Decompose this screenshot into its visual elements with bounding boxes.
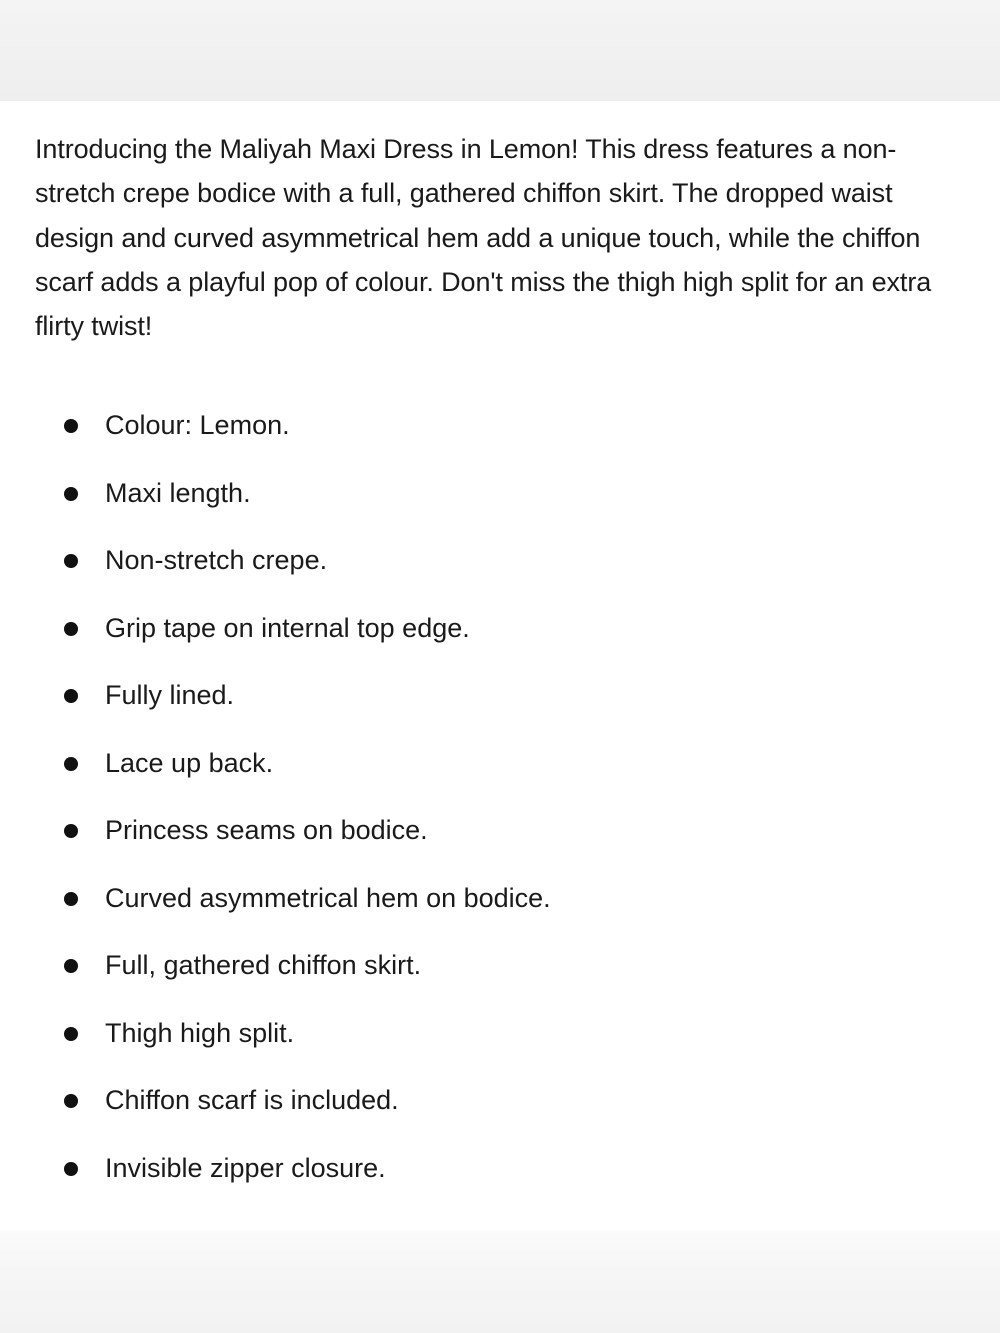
list-item	[0, 668, 1000, 736]
feature-text: Chiffon scarf is included.	[105, 1085, 399, 1115]
list-item	[0, 736, 1000, 804]
list-item	[0, 1073, 1000, 1141]
bullet-dot-icon	[64, 757, 78, 771]
bullet-dot-icon	[64, 959, 78, 973]
feature-text: Non-stretch crepe.	[105, 545, 328, 575]
bullet-dot-icon	[64, 1162, 78, 1176]
feature-text: Fully lined.	[105, 680, 235, 710]
feature-text: Princess seams on bodice.	[105, 815, 428, 845]
bullet-dot-icon	[64, 689, 78, 703]
feature-text: Colour: Lemon.	[105, 410, 290, 440]
list-item	[0, 938, 1000, 1006]
list-item	[0, 1006, 1000, 1074]
bullet-dot-icon	[64, 554, 78, 568]
bullet-dot-icon	[64, 824, 78, 838]
list-item	[0, 1141, 1000, 1209]
feature-text: Grip tape on internal top edge.	[105, 612, 470, 643]
bullet-dot-icon	[64, 1094, 78, 1108]
bullet-dot-icon	[64, 892, 78, 906]
list-item	[0, 398, 1000, 466]
list-item	[0, 466, 1000, 534]
feature-text: Invisible zipper closure.	[105, 1152, 386, 1183]
bullet-dot-icon	[64, 487, 78, 501]
list-item	[0, 533, 1000, 601]
bullet-dot-icon	[64, 1027, 78, 1041]
product-description: Introducing the Maliyah Maxi Dress in Lemon! This dress features a non-stretch crepe bodice with a full, gathered chiffon skirt. The dropped waist design and curved asymmetrical hem add a unique touch, while the chiffon scarf adds a playful pop of colour. Don't miss the thigh high split for an extra flirty twist!	[35, 134, 932, 342]
bullet-dot-icon	[64, 419, 78, 433]
bullet-dot-icon	[64, 622, 78, 636]
feature-text: Lace up back.	[105, 747, 274, 778]
list-item	[0, 601, 1000, 669]
feature-text: Curved asymmetrical hem on bodice.	[105, 882, 551, 913]
feature-text: Maxi length.	[105, 477, 251, 508]
list-item	[0, 871, 1000, 939]
bottom-shaded-band	[0, 1230, 1000, 1333]
feature-list	[0, 398, 1000, 1208]
list-item	[0, 803, 1000, 871]
feature-text: Thigh high split.	[105, 1017, 295, 1048]
top-shaded-band	[0, 0, 1000, 101]
feature-text: Full, gathered chiffon skirt.	[105, 950, 422, 980]
